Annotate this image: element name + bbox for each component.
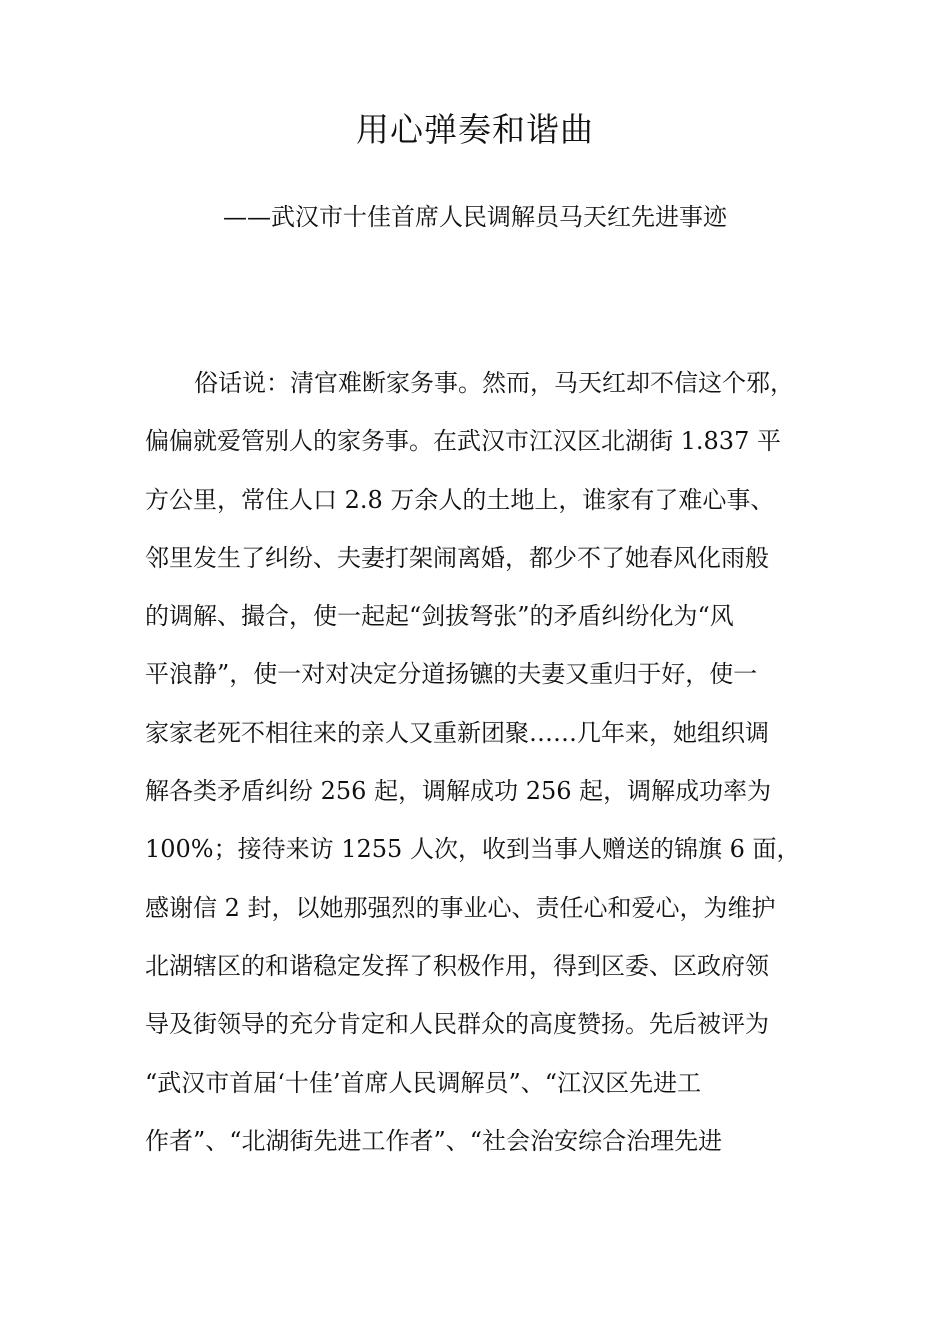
paragraph-line: 100%；接待来访 1255 人次，收到当事人赠送的锦旗 6 面，: [145, 835, 801, 864]
paragraph-line: 感谢信 2 封，以她那强烈的事业心、责任心和爱心，为维护: [145, 893, 776, 922]
paragraph-line: 家家老死不相往来的亲人又重新团聚……几年来，她组织调: [145, 718, 769, 747]
paragraph-line: 俗话说：清官难断家务事。然而，马天红却不信这个邪，: [194, 369, 794, 397]
paragraph-line: 方公里，常住人口 2.8 万余人的土地上，谁家有了难心事、: [145, 485, 775, 514]
paragraph-line: “武汉市首届‘十佳’首席人民调解员”、“江汉区先进工: [145, 1068, 702, 1097]
paragraph-line: 解各类矛盾纠纷 256 起，调解成功 256 起，调解成功率为: [145, 777, 772, 806]
paragraph-line: 邻里发生了纠纷、夫妻打架闹离婚，都少不了她春风化雨般: [145, 543, 769, 572]
paragraph-line: 平浪静”，使一对对决定分道扬镳的夫妻又重归于好，使一: [145, 660, 758, 689]
paragraph-line: 导及街领导的充分肯定和人民群众的高度赞扬。先后被评为: [145, 1010, 769, 1039]
paragraph-line: 作者”、“北湖街先进工作者”、“社会治安综合治理先进: [145, 1126, 723, 1155]
document-title: 用心弹奏和谐曲: [356, 110, 594, 149]
paragraph-line: 偏偏就爱管别人的家务事。在武汉市江汉区北湖街 1.837 平: [145, 427, 781, 456]
paragraph-line: 的调解、撮合，使一起起“剑拔弩张”的矛盾纠纷化为“风: [145, 602, 734, 631]
document-subtitle: ——武汉市十佳首席人民调解员马天红先进事迹: [223, 203, 727, 231]
paragraph-line: 北湖辖区的和谐稳定发挥了积极作用，得到区委、区政府领: [145, 951, 769, 980]
body-paragraph: [145, 354, 810, 1170]
